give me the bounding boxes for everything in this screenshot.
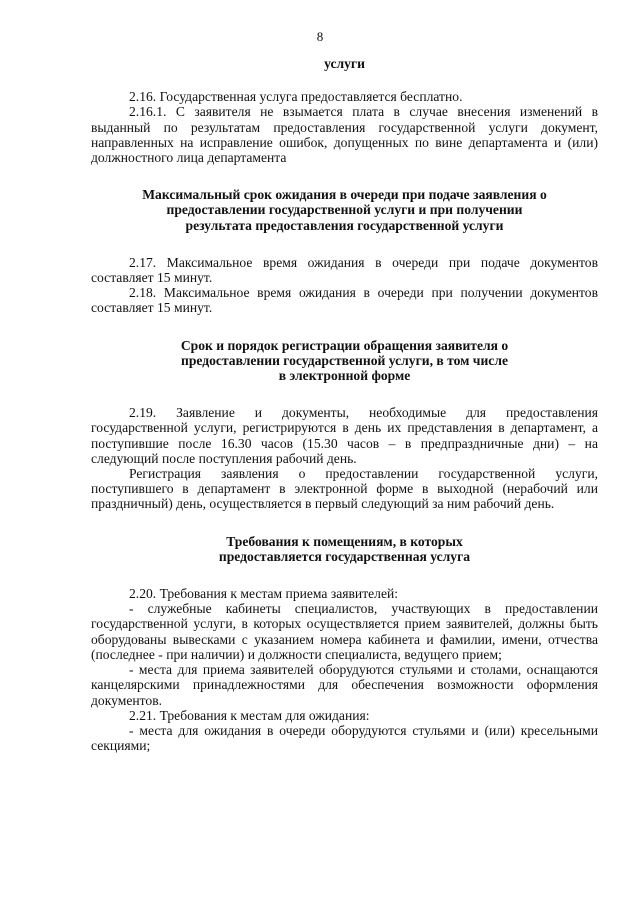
section-heading-continuation: услуги — [324, 56, 365, 71]
list-item-reception-places: - места для приема заявителей оборудуются стульями и столами, оснащаются канцелярскими принадлежностями для обеспечения возможности оформления документов. — [91, 662, 598, 708]
heading-line: Максимальный срок ожидания в очереди при подаче заявления о — [142, 187, 547, 203]
paragraph-2-16: 2.16. Государственная услуга предоставляется бесплатно. — [129, 89, 463, 105]
heading-line: предоставлении государственной услуги и при получении — [166, 202, 523, 218]
paragraph-2-21: 2.21. Требования к местам для ожидания: — [129, 707, 370, 723]
paragraph-2-17: 2.17. Максимальное время ожидания в очереди при подаче документов составляет 15 минут. — [91, 254, 598, 286]
paragraph-2-18: 2.18. Максимальное время ожидания в очереди при получении документов составляет 15 минут. — [91, 285, 598, 316]
list-item-waiting-places: - места для ожидания в очереди оборудуются стульями и (или) кресельными секциями; — [91, 722, 598, 754]
paragraph-2-20: 2.20. Требования к местам приема заявителей: — [129, 586, 399, 602]
heading-line: результата предоставления государственной услуги — [185, 217, 504, 233]
paragraph-2-19: 2.19. Заявление и документы, необходимые для предоставления государственной услуги, регистрируются в день их представления в департамент, а поступившие после 16.30 часов (15.30 часов – в предпраздничные дни) – на следующий после поступления рабочий день. — [91, 405, 598, 466]
heading-registration — [91, 338, 598, 384]
paragraph-registration-electronic: Регистрация заявления о предоставлении государственной услуги, поступившего в департамент в электронной форме в выходной (нерабочий или праздничный) день, осуществляется в первый следующий за ним рабочий день. — [91, 466, 598, 512]
heading-line: предоставлении государственной услуги, в том числе — [180, 352, 508, 368]
heading-line: Требования к помещениям, в которых — [226, 533, 463, 549]
heading-line: в электронной форме — [278, 368, 411, 384]
paragraph-2-16-1: 2.16.1. С заявителя не взымается плата в случае внесения изменений в выданный по результатам предоставления государственной услуги документ, направленных на исправление ошибок, допущенных по вине департамента и (или) должностного лица департамента — [91, 104, 598, 166]
document-body — [91, 56, 598, 753]
page-number: 8 — [316, 29, 324, 44]
heading-max-wait-time — [91, 187, 598, 233]
heading-line: предоставляется государственная услуга — [218, 548, 471, 564]
heading-line: Срок и порядок регистрации обращения заявителя о — [180, 337, 509, 353]
heading-premises-requirements — [91, 534, 598, 564]
list-item-offices: - служебные кабинеты специалистов, участвующих в предоставлении государственной услуги, в которых осуществляется прием заявителей, должны быть оборудованы вывесками с указанием номера кабинета и фамилии, имени, отчества (последнее - при наличии) и должности специалиста, ведущего прием; — [91, 601, 598, 662]
